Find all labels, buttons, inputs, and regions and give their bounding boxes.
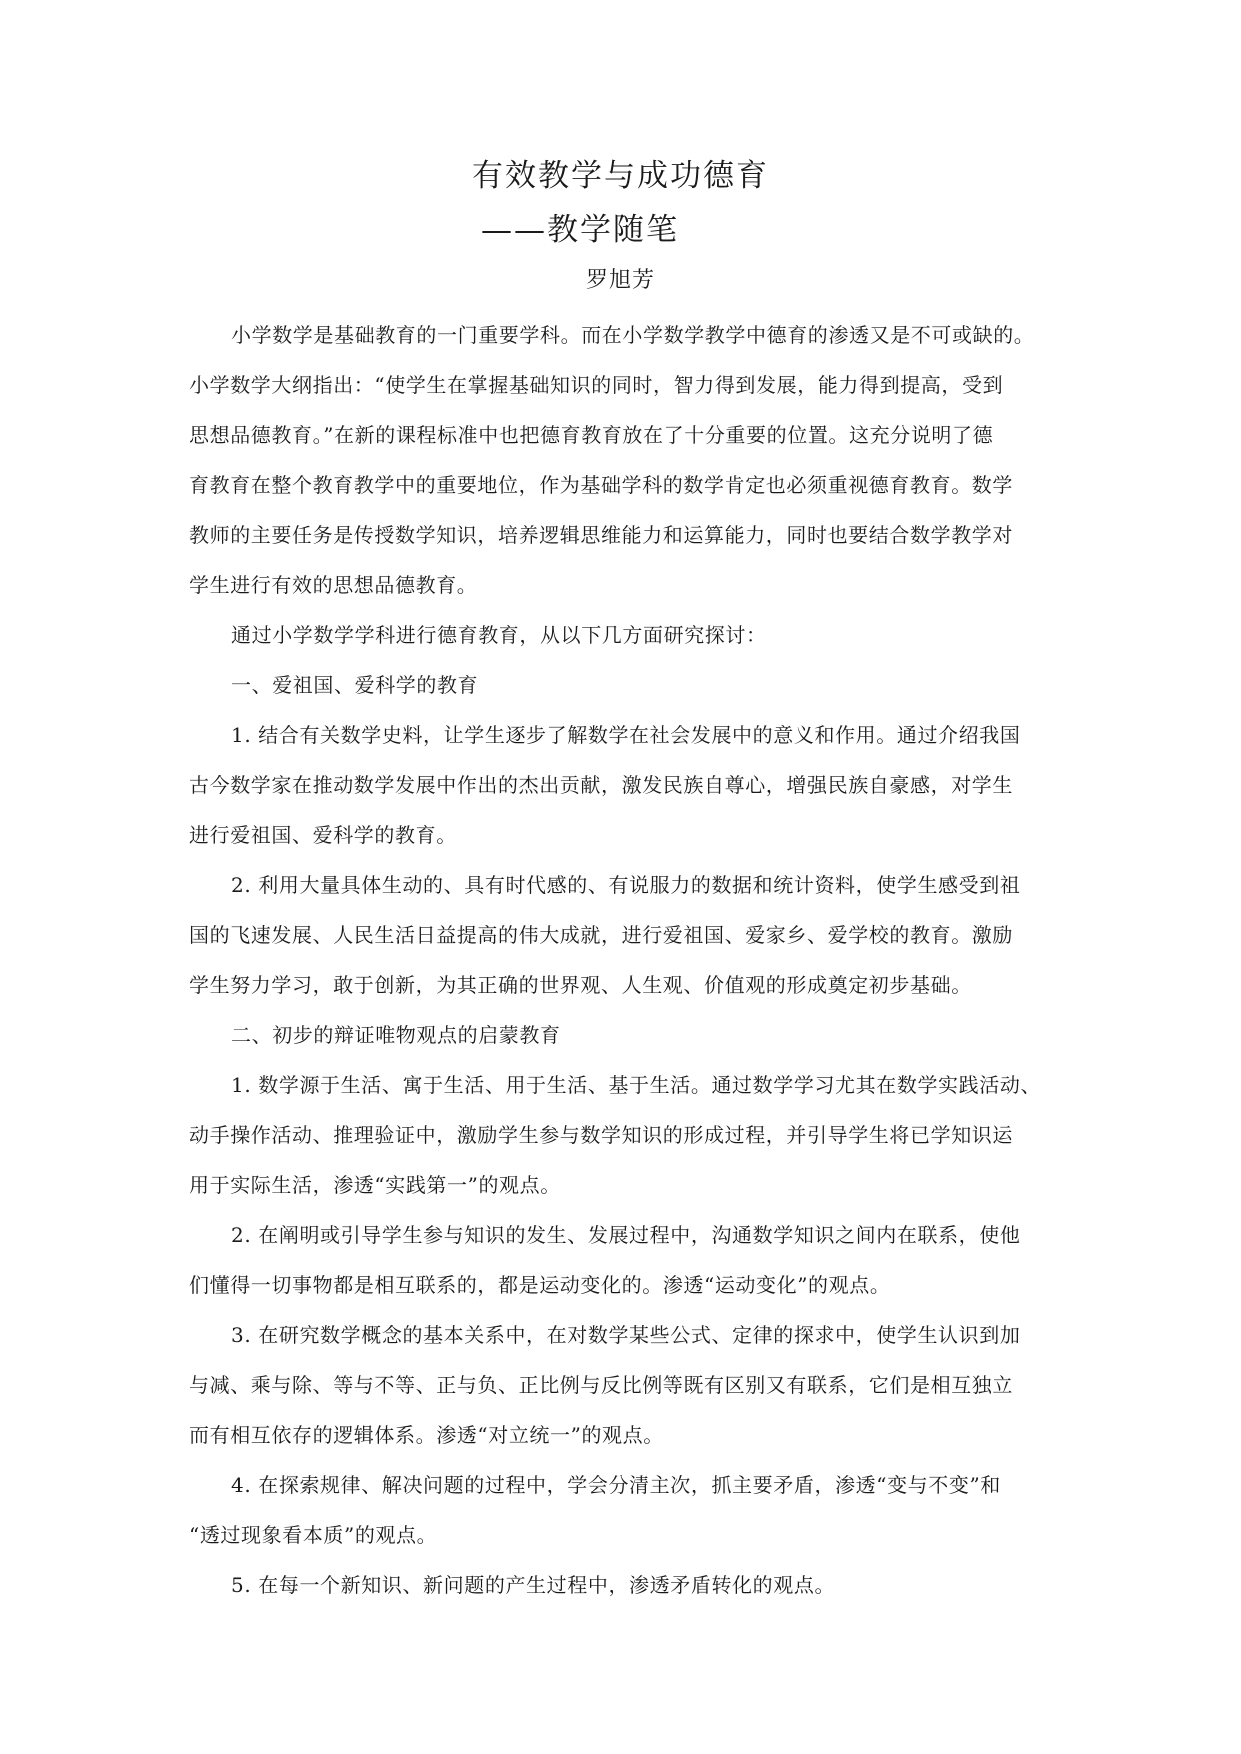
- list-item-line: 1. 结合有关数学史料，让学生逐步了解数学在社会发展中的意义和作用。通过介绍我国: [231, 723, 1021, 747]
- list-item-line: 与减、乘与除、等与不等、正与负、正比例与反比例等既有区别又有联系，它们是相互独立: [189, 1373, 1013, 1397]
- document-body: [189, 318, 1069, 1618]
- list-item-line: “透过现象看本质”的观点。: [189, 1523, 438, 1547]
- paragraph-line: 思想品德教育。”在新的课程标准中也把德育教育放在了十分重要的位置。这充分说明了德: [189, 423, 994, 447]
- list-item-line: 4. 在探索规律、解决问题的过程中，学会分清主次，抓主要矛盾，渗透“变与不变”和: [231, 1473, 1001, 1497]
- list-item-line: 动手操作活动、推理验证中，激励学生参与数学知识的形成过程，并引导学生将已学知识运: [189, 1123, 1013, 1147]
- paragraph-line: 小学数学大纲指出：“使学生在掌握基础知识的同时，智力得到发展，能力得到提高，受到: [189, 373, 1004, 397]
- list-item-line: 而有相互依存的逻辑体系。渗透“对立统一”的观点。: [189, 1423, 664, 1447]
- paragraph-line: 通过小学数学学科进行德育教育，从以下几方面研究探讨：: [231, 623, 767, 647]
- document-author: 罗旭芳: [585, 268, 655, 293]
- list-item-line: 3. 在研究数学概念的基本关系中，在对数学某些公式、定律的探求中，使学生认识到加: [231, 1323, 1021, 1347]
- list-item-line: 2. 利用大量具体生动的、具有时代感的、有说服力的数据和统计资料，使学生感受到祖: [231, 873, 1021, 897]
- list-item-line: 国的飞速发展、人民生活日益提高的伟大成就，进行爱祖国、爱家乡、爱学校的教育。激励: [189, 923, 1013, 947]
- list-item-line: 2. 在阐明或引导学生参与知识的发生、发展过程中，沟通数学知识之间内在联系，使他: [231, 1223, 1021, 1247]
- list-item-line: 学生努力学习，敢于创新，为其正确的世界观、人生观、价值观的形成奠定初步基础。: [189, 973, 972, 997]
- paragraph-line: 教师的主要任务是传授数学知识，培养逻辑思维能力和运算能力，同时也要结合数学教学对: [189, 523, 1013, 547]
- section-heading: 一、爱祖国、爱科学的教育: [231, 673, 479, 697]
- section-heading: 二、初步的辩证唯物观点的启蒙教育: [231, 1023, 561, 1047]
- document-subtitle: ——教学随笔: [481, 212, 679, 248]
- paragraph-line: 育教育在整个教育教学中的重要地位，作为基础学科的数学肯定也必须重视德育教育。数学: [189, 473, 1013, 497]
- document-title: 有效教学与成功德育: [472, 158, 769, 194]
- paragraph-line: 学生进行有效的思想品德教育。: [189, 573, 478, 597]
- list-item-line: 5. 在每一个新知识、新问题的产生过程中，渗透矛盾转化的观点。: [231, 1573, 836, 1597]
- paragraph-line: 小学数学是基础教育的一门重要学科。而在小学数学教学中德育的渗透又是不可或缺的。: [231, 323, 1035, 347]
- list-item-line: 们懂得一切事物都是相互联系的，都是运动变化的。渗透“运动变化”的观点。: [189, 1273, 891, 1297]
- list-item-line: 1. 数学源于生活、寓于生活、用于生活、基于生活。通过数学学习尤其在数学实践活动、: [231, 1073, 1042, 1097]
- list-item-line: 古今数学家在推动数学发展中作出的杰出贡献，激发民族自尊心，增强民族自豪感，对学生: [189, 773, 1013, 797]
- list-item-line: 进行爱祖国、爱科学的教育。: [189, 823, 457, 847]
- list-item-line: 用于实际生活，渗透“实践第一”的观点。: [189, 1173, 561, 1197]
